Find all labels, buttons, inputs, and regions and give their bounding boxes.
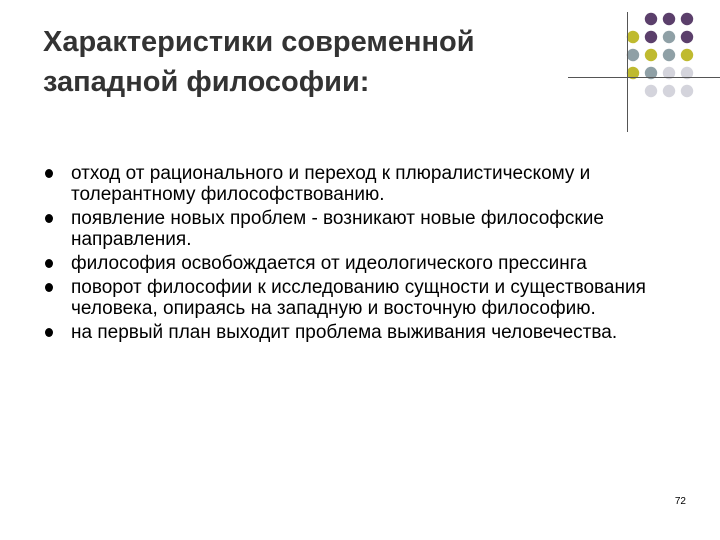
bullet-icon xyxy=(45,283,53,292)
horizontal-divider xyxy=(568,77,720,78)
decorative-dot xyxy=(663,49,675,61)
bullet-icon xyxy=(45,214,53,223)
decorative-dot xyxy=(645,31,657,43)
list-item xyxy=(44,322,684,343)
decorative-dot xyxy=(681,13,693,25)
decorative-dot-grid xyxy=(0,0,720,150)
bullet-icon xyxy=(45,328,53,337)
decorative-dot xyxy=(645,13,657,25)
decorative-dot xyxy=(663,31,675,43)
decorative-dot xyxy=(645,49,657,61)
decorative-dot xyxy=(645,85,657,97)
bullet-icon xyxy=(45,259,53,268)
bullet-icon xyxy=(45,169,53,178)
vertical-divider xyxy=(627,12,628,132)
slide-title-line-1: Характеристики современной xyxy=(43,26,475,58)
decorative-dot xyxy=(627,49,639,61)
list-item xyxy=(44,163,684,205)
list-item-text: философия освобождается от идеологического прессинга xyxy=(71,253,587,274)
list-item-text: отход от рационального и переход к плюралистическому и толерантному философствованию. xyxy=(71,163,591,205)
decorative-dot xyxy=(627,31,639,43)
decorative-dot xyxy=(681,85,693,97)
list-item xyxy=(44,208,684,250)
list-item-text: на первый план выходит проблема выживания человечества. xyxy=(71,322,618,343)
list-item-text: появление новых проблем - возникают новые философские направления. xyxy=(71,208,604,250)
decorative-dot xyxy=(663,85,675,97)
list-item xyxy=(44,277,684,319)
list-item xyxy=(44,253,684,274)
page-number: 72 xyxy=(674,496,686,507)
decorative-dot xyxy=(681,31,693,43)
slide-title-line-2: западной философии: xyxy=(43,66,370,98)
bullet-list xyxy=(44,163,684,346)
list-item-text: поворот философии к исследованию сущности и существования человека, опираясь на западную и восточную философию. xyxy=(71,277,646,319)
decorative-dot xyxy=(681,49,693,61)
decorative-dot xyxy=(663,13,675,25)
